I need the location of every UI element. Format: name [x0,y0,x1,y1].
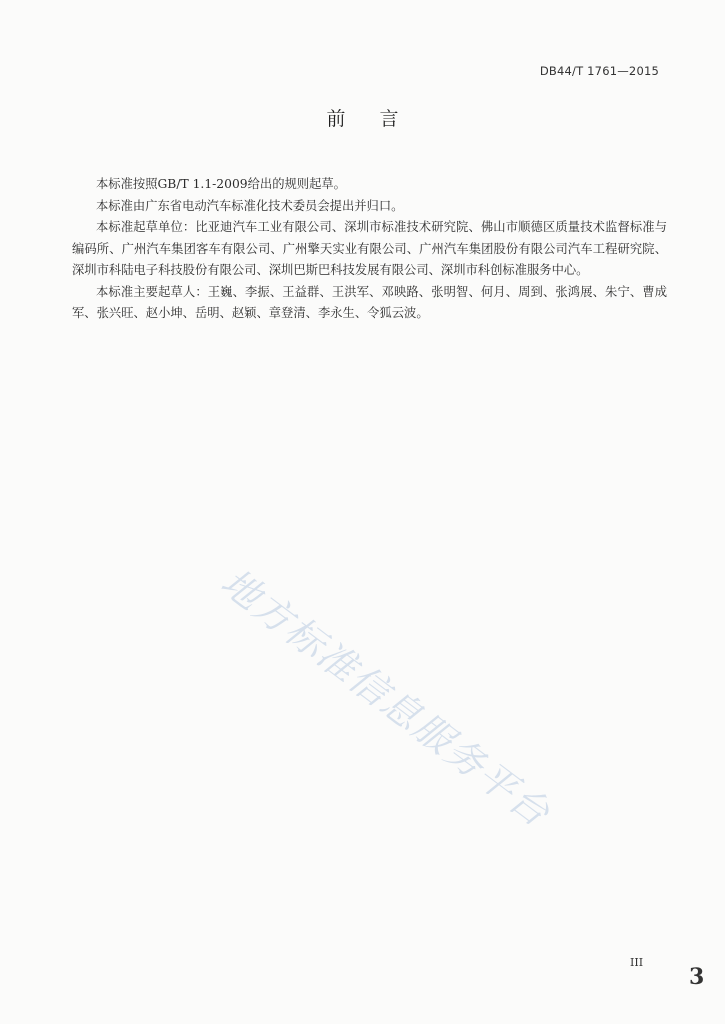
page-number-roman: III [630,956,644,969]
paragraph-drafters: 本标准主要起草人：王巍、李振、王益群、王洪军、邓映路、张明智、何月、周到、张鸿展、朱宁、曹成军、张兴旺、赵小坤、岳明、赵颖、章登清、李永生、令狐云波。 [72,284,667,320]
page-title: 前言 [326,108,433,130]
document-code: DB44/T 1761—2015 [539,64,659,78]
foreword-body [72,174,667,325]
scan-page-number: 3 [689,964,705,990]
paragraph-drafting-rules: 本标准按照GB/T 1.1-2009给出的规则起草。 [96,177,346,191]
watermark: 地方标准信息服务平台 [212,559,559,836]
paragraph-drafting-units: 本标准起草单位：比亚迪汽车工业有限公司、深圳市标准技术研究院、佛山市顺德区质量技术监督标准与编码所、广州汽车集团客车有限公司、广州擎天实业有限公司、广州汽车集团股份有限公司汽车工程研究院、深圳市科陆电子科技股份有限公司、深圳巴斯巴科技发展有限公司、深圳市科创标准服务中心。 [72,220,667,277]
paragraph-proposer: 本标准由广东省电动汽车标准化技术委员会提出并归口。 [96,198,404,213]
